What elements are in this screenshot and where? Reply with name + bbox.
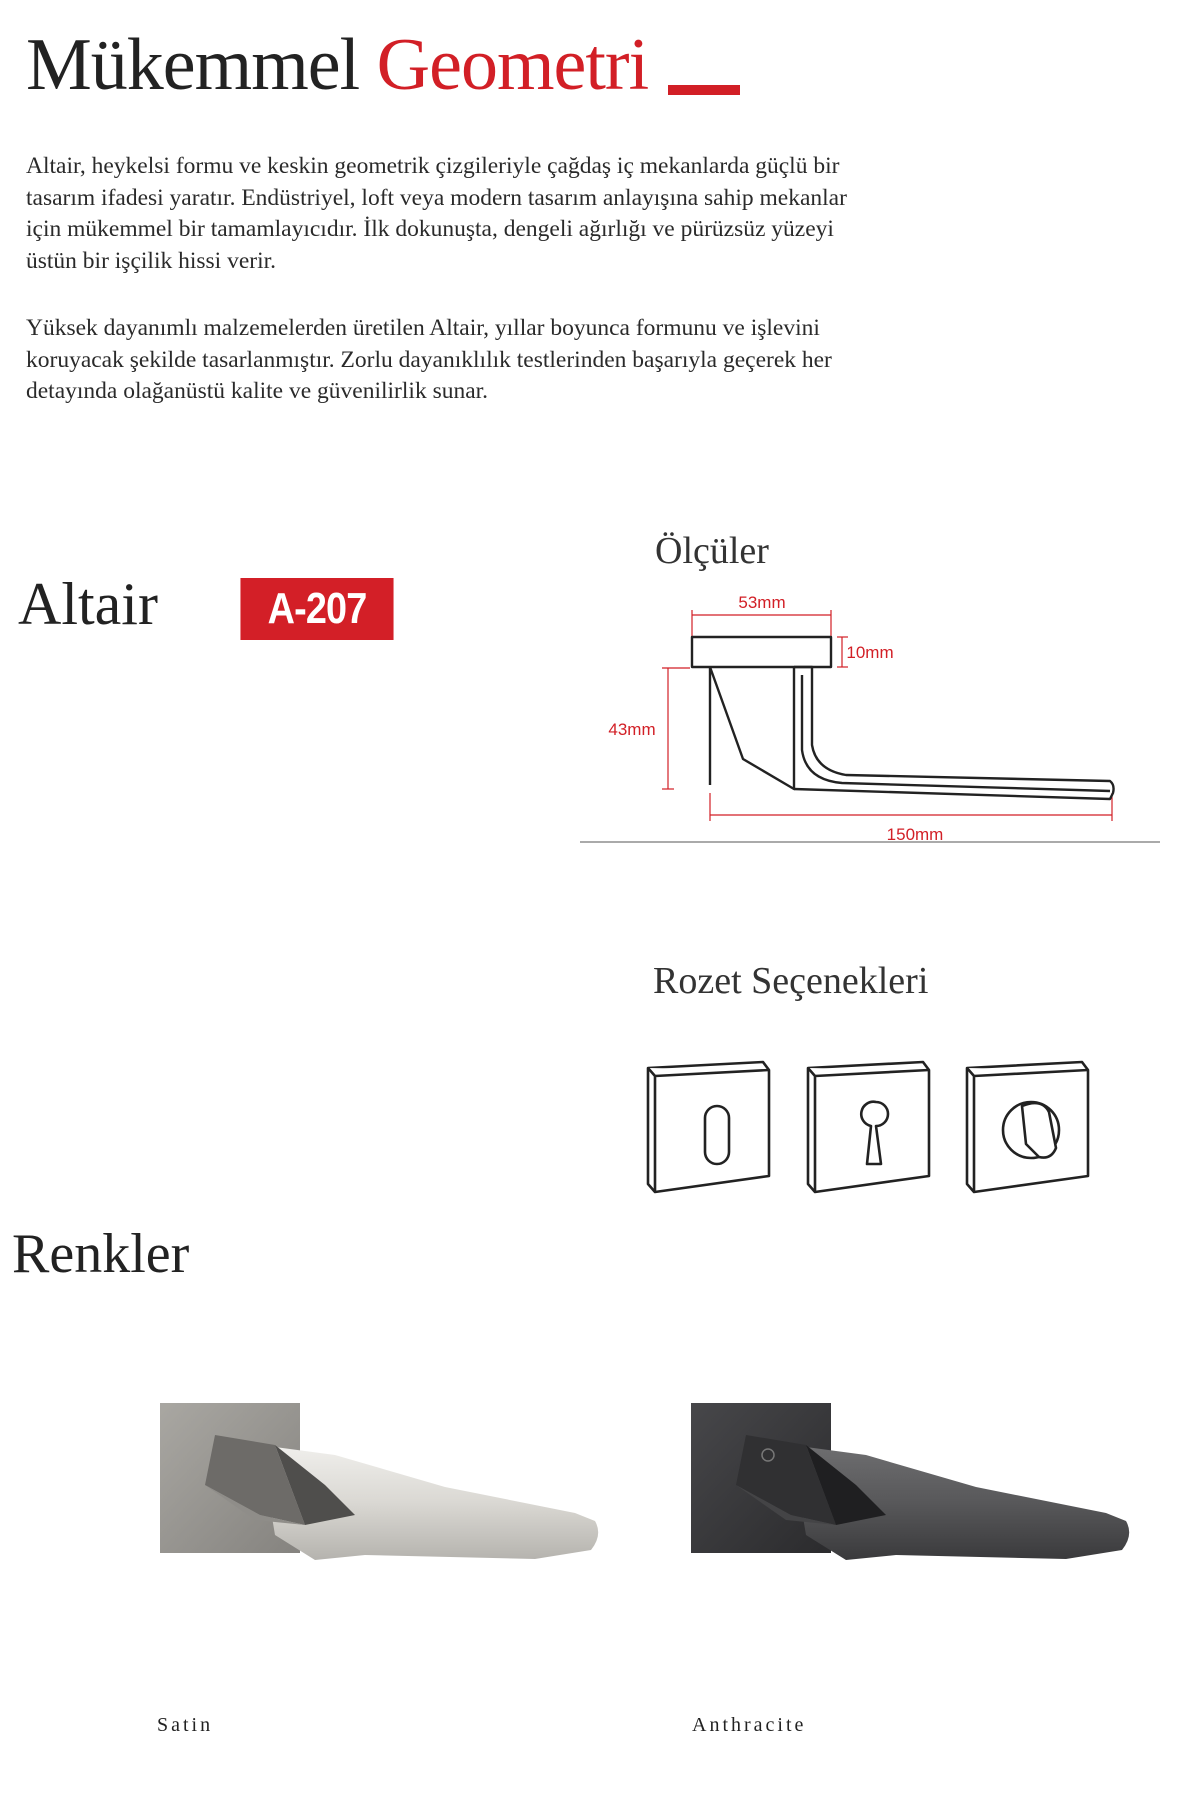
dimension-drawing bbox=[580, 585, 1180, 850]
dimensions-heading: Ölçüler bbox=[655, 530, 769, 572]
dim-length-label: 150mm bbox=[886, 825, 944, 844]
oval-keyhole-icon bbox=[648, 1062, 769, 1192]
rozet-options bbox=[645, 1040, 1105, 1210]
euro-cylinder-keyhole-icon bbox=[808, 1062, 929, 1192]
wc-turn-knob-icon bbox=[967, 1062, 1088, 1192]
title-accent-bar bbox=[668, 85, 740, 95]
colors-heading: Renkler bbox=[12, 1223, 190, 1285]
intro-paragraph-1: Altair, heykelsi formu ve keskin geometrik çizgileriyle çağdaş iç mekanlarda güçlü bir tasarım ifadesi yaratır. Endüstriyel, loft veya modern tasarım anlayışına sahip mekanlar için mükemmel bir tamamlayıcıdır. İlk dokunuşta, dengeli ağırlığı ve pürüzsüz yüzeyi üstün bir işçilik hissi verir. bbox=[26, 153, 847, 274]
intro-paragraph-2: Yüksek dayanımlı malzemelerden üretilen Altair, yıllar boyunca formunu ve işlevini koruyacak şekilde tasarlanmıştır. Zorlu dayanıklılık testlerinden başarıyla geçerek her detayında olağanüstü kalite ve güvenilirlik sunar. bbox=[26, 315, 832, 404]
anthracite-handle-image bbox=[686, 1395, 1136, 1575]
dim-height-label: 43mm bbox=[608, 720, 656, 739]
page-title bbox=[26, 24, 649, 106]
dim-thickness-label: 10mm bbox=[846, 643, 894, 662]
product-name: Altair bbox=[18, 571, 158, 637]
dim-width-label: 53mm bbox=[738, 593, 786, 612]
satin-handle-image bbox=[155, 1395, 605, 1575]
title-part-1: Mükemmel bbox=[26, 24, 360, 106]
product-code-badge: A-207 bbox=[240, 578, 393, 640]
color-label-satin: Satin bbox=[157, 1714, 214, 1736]
title-part-2: Geometri bbox=[376, 24, 649, 106]
rozet-heading: Rozet Seçenekleri bbox=[653, 960, 929, 1002]
color-label-anthracite: Anthracite bbox=[692, 1714, 807, 1736]
handle-outline bbox=[692, 637, 1114, 799]
